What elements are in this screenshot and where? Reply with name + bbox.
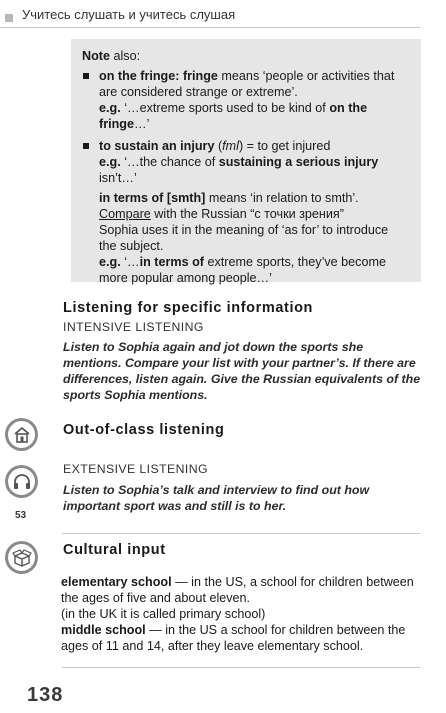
cultural-input-title: Cultural input — [63, 542, 166, 558]
out-of-class-title: Out-of-class listening — [63, 422, 225, 438]
extensive-instruction: Listen to Sophia’s talk and interview to find out how important sport was and still is to her. — [63, 483, 370, 513]
open-box-icon — [5, 541, 38, 574]
terms-example — [99, 254, 409, 286]
injury-example — [99, 154, 409, 186]
elementary-term: elementary school — [61, 575, 172, 589]
bullet-square-icon — [83, 73, 89, 79]
audio-track-number: 53 — [15, 510, 27, 521]
open-box-icon-glyph — [12, 548, 32, 568]
bullet-square-icon — [83, 143, 89, 149]
note-item-fringe — [82, 68, 409, 132]
injury-eg-a: ‘…the chance of — [120, 155, 219, 169]
terms-usage: Sophia uses it in the meaning of ‘as for’ to introduce the subject. — [99, 223, 389, 253]
terms-eg-label: e.g. — [99, 255, 121, 269]
terms-eg-bold: in terms of — [139, 255, 204, 269]
house-icon-glyph — [13, 426, 31, 444]
uk-note: (in the UK it is called primary school) — [61, 607, 266, 621]
terms-term: in terms of [smth] — [99, 191, 206, 205]
running-header: Учитесь слушать и учитесь слушая — [22, 7, 236, 22]
intensive-instruction: Listen to Sophia again and jot down the sports she mentions. Compare your list with your partner’s. If there are differences, listen again. Give the Russian equivalents of the sports Sophia mentions. — [63, 340, 421, 402]
page-number: 138 — [27, 684, 64, 706]
middle-term: middle school — [61, 623, 146, 637]
fringe-definition — [99, 68, 409, 100]
fringe-eg-bold: on the fringe — [99, 101, 368, 131]
headphones-icon-glyph — [12, 472, 32, 492]
middle-school-entry — [61, 622, 421, 654]
injury-eg-b: isn’t…’ — [99, 171, 137, 185]
fringe-eg-b: …’ — [133, 117, 150, 131]
injury-term: to sustain an injury — [99, 139, 215, 153]
section-divider — [62, 533, 420, 534]
elementary-def: — in the US, a school for children between the ages of five and about eleven. — [61, 575, 414, 605]
note-item-terms — [82, 190, 409, 286]
cultural-input-body — [61, 574, 421, 654]
fringe-eg-label: e.g. — [99, 101, 121, 115]
middle-def: — in the US a school for children between the ages of 11 and 14, after they leave elementary school. — [61, 623, 406, 653]
intensive-listening-label: INTENSIVE LISTENING — [63, 320, 204, 334]
fringe-example — [99, 100, 409, 132]
extensive-listening-label: EXTENSIVE LISTENING — [63, 462, 208, 476]
elementary-school-entry — [61, 574, 421, 606]
injury-paren: ( — [214, 139, 223, 153]
compare-rest: with the Russian “с точки зрения” — [150, 207, 344, 221]
injury-eg-bold: sustaining a serious injury — [218, 155, 379, 169]
injury-def-text: ) = to get injured — [238, 139, 331, 153]
terms-def-text: means ‘in relation to smth’. — [205, 191, 359, 205]
fringe-eg-a: ‘…extreme sports used to be kind of — [120, 101, 330, 115]
terms-compare — [99, 206, 409, 222]
fringe-def-text: means ‘people or activities that are considered strange or extreme’. — [99, 69, 395, 99]
bottom-divider — [62, 667, 420, 668]
injury-fml: fml — [222, 139, 239, 153]
header-marker — [5, 14, 13, 22]
note-heading-rest: also: — [110, 49, 141, 63]
note-heading-bold: Note — [82, 49, 110, 63]
fringe-term: on the fringe: fringe — [99, 69, 218, 83]
terms-eg-a: ‘… — [120, 255, 140, 269]
listening-specific-title: Listening for specific information — [63, 300, 313, 316]
note-panel — [71, 39, 421, 285]
house-icon — [5, 418, 38, 451]
terms-eg-b: extreme sports, they’ve become more popular among people…’ — [99, 255, 386, 285]
terms-definition — [99, 190, 409, 206]
note-heading — [82, 48, 409, 64]
injury-definition — [99, 138, 409, 154]
headphones-icon[interactable] — [5, 465, 38, 498]
compare-underlined: Compare — [99, 207, 151, 221]
header-rule — [0, 27, 420, 28]
note-item-injury — [82, 138, 409, 186]
injury-eg-label: e.g. — [99, 155, 121, 169]
